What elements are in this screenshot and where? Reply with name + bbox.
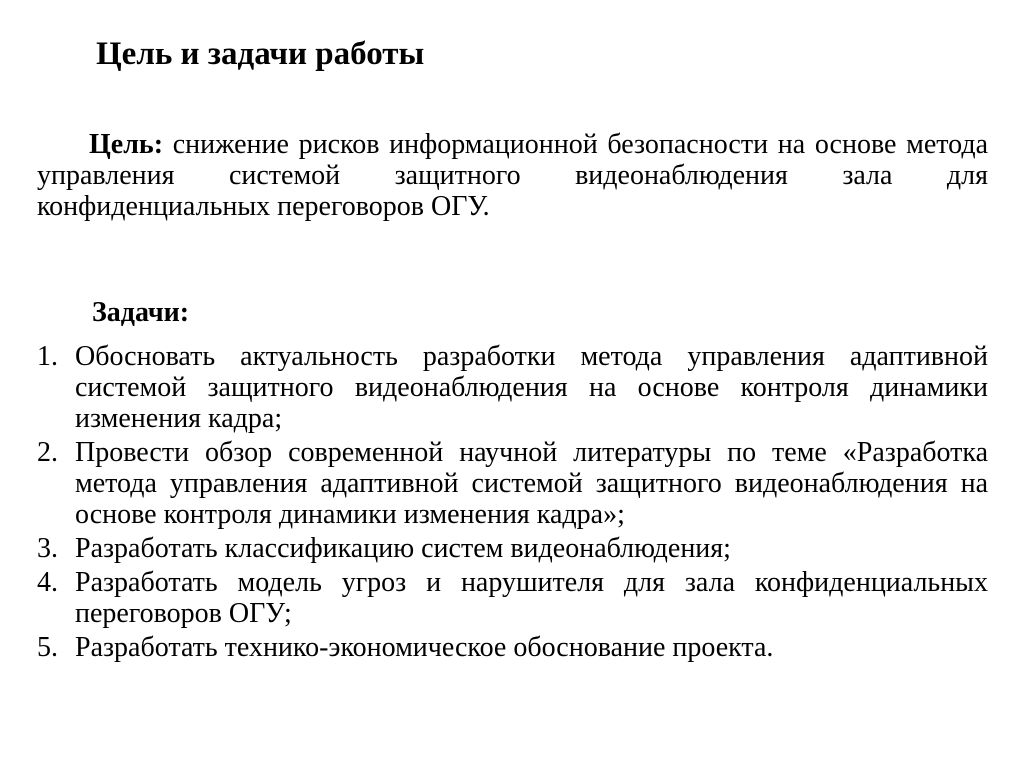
task-text: Разработать модель угроз и нарушителя для зала конфиденциальных переговоров ОГУ; [75, 567, 988, 629]
task-number: 5. [37, 632, 58, 663]
task-item [37, 437, 988, 530]
task-item [37, 533, 988, 564]
task-number: 2. [37, 437, 58, 468]
task-item [37, 632, 988, 663]
task-item [37, 567, 988, 629]
goal-paragraph [37, 129, 988, 222]
goal-label: Цель: [89, 129, 164, 160]
task-text: Провести обзор современной научной литературы по теме «Разработка метода управления адаптивной системой защитного видеонаблюдения на основе контроля динамики изменения кадра»; [75, 437, 988, 530]
slide-title: Цель и задачи работы [96, 36, 425, 72]
task-text: Разработать технико-экономическое обоснование проекта. [75, 632, 774, 663]
task-number: 4. [37, 567, 58, 598]
tasks-list [37, 341, 988, 666]
task-text: Обосновать актуальность разработки метода управления адаптивной системой защитного видеонаблюдения на основе контроля динамики изменения кадра; [75, 341, 988, 434]
task-number: 3. [37, 533, 58, 564]
task-item [37, 341, 988, 434]
tasks-heading: Задачи: [92, 297, 190, 328]
goal-text: снижение рисков информационной безопасности на основе метода управления системой защитного видеонаблюдения зала для конфиденциальных переговоров ОГУ. [37, 129, 988, 222]
task-number: 1. [37, 341, 58, 372]
task-text: Разработать классификацию систем видеонаблюдения; [75, 533, 731, 564]
